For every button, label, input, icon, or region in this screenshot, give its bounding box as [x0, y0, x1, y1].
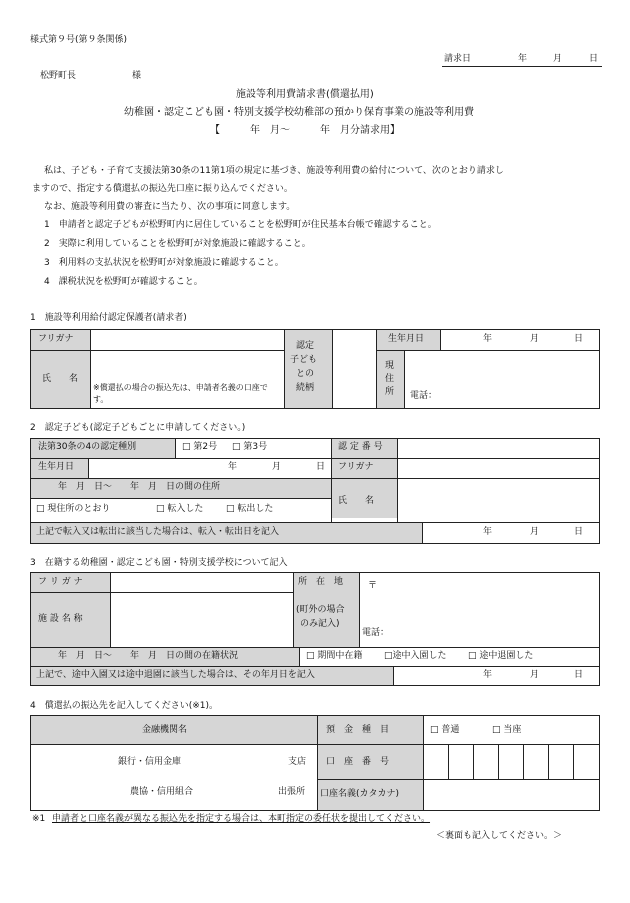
mayor-label: 松野町長	[40, 71, 77, 81]
s1-relation-label-3: との	[296, 369, 315, 379]
s1-name-field[interactable]	[91, 351, 283, 379]
s1-relation-field[interactable]	[333, 330, 375, 408]
s3-phone-label: 電話：	[362, 628, 390, 638]
intro-paragraph-1b: ますので、指定する償還払の振込先口座に振り込んでください。	[32, 184, 293, 194]
s2-moved-out-checkbox[interactable]: □ 転出した	[226, 504, 274, 514]
section-1-heading: 1 施設等利用給付認定保護者(請求者)	[30, 313, 187, 323]
s4-account-no-field[interactable]	[424, 745, 599, 778]
s4-bank-name-label: 金融機関名	[142, 725, 188, 735]
s3-enroll-month: 月	[530, 670, 540, 680]
request-date-year: 年	[518, 54, 528, 64]
s3-enroll-label: 年 月 日〜 年 月 日の間の在籍状況	[58, 651, 239, 661]
s1-address-field[interactable]	[405, 351, 599, 381]
s3-facility-name-label: 施 設 名 称	[38, 614, 83, 624]
form-period: 【 年 月〜 年 月分請求用】	[210, 125, 400, 136]
s2-type2-checkbox[interactable]: □ 第2号	[182, 442, 218, 452]
s1-phone-label: 電話：	[410, 391, 438, 401]
s1-birth-label: 生年月日	[388, 334, 425, 344]
s1-address-label-3: 所	[385, 387, 395, 397]
s2-move-month: 月	[530, 527, 540, 537]
consent-item-4: 4 課税状況を松野町が確認すること。	[44, 277, 203, 287]
s2-move-note: 上記で転入又は転出に該当した場合は、転入・転出日を記入	[36, 527, 280, 537]
s2-birth-month: 月	[272, 462, 282, 472]
s4-holder-label: 口座名義(カタカナ)	[320, 789, 400, 799]
request-date-month: 月	[553, 54, 563, 64]
s3-furigana-field[interactable]	[111, 573, 292, 591]
footer-note-mark: ※1	[32, 814, 46, 824]
s2-move-day: 日	[574, 527, 584, 537]
s3-location-field[interactable]	[360, 573, 599, 623]
request-date-underline	[442, 66, 602, 67]
s4-branch-label: 支店	[288, 757, 307, 767]
section-3-heading: 3 在籍する幼稚園・認定こども園・特別支援学校について記入	[30, 558, 288, 568]
s2-type-label: 法第30条の4の認定種別	[38, 442, 137, 452]
s2-current-address-checkbox[interactable]: □ 現住所のとおり	[36, 504, 111, 514]
s2-birth-year: 年	[228, 462, 238, 472]
s2-move-year: 年	[483, 527, 493, 537]
s3-outside-note-1: (町外の場合	[296, 605, 345, 615]
s2-moved-in-checkbox[interactable]: □ 転入した	[156, 504, 204, 514]
s3-outside-note-2: のみ記入)	[300, 619, 340, 629]
s3-enroll-note: 上記で、途中入園又は途中退園に該当した場合は、その年月日を記入	[36, 670, 315, 680]
s1-address-label-2: 住	[385, 374, 395, 384]
s1-relation-label-1: 認定	[296, 341, 315, 351]
section-4-heading: 4 償還払の振込先を記入してください(※1)。	[30, 701, 219, 711]
s3-postal-mark: 〒	[368, 581, 378, 591]
intro-paragraph-2: なお、施設等利用費の審査に当たり、次の事項に同意します。	[44, 202, 296, 212]
form-title: 施設等利用費請求書(償還払用)	[236, 89, 374, 100]
s2-name-field[interactable]	[398, 479, 599, 521]
s3-furigana-label: フ リ ガ ナ	[38, 577, 83, 587]
s2-period-address-label: 年 月 日〜 年 月 日の間の住所	[58, 482, 221, 492]
consent-item-1: 1 申請者と認定子どもが松野町内に居住していることを松野町が住民基本台帳で確認すること。	[44, 220, 437, 230]
s3-enroll-year: 年	[483, 670, 493, 680]
s1-address-label-1: 現	[385, 361, 395, 371]
s4-bank-type-label: 銀行・信用金庫	[118, 757, 182, 767]
s2-type3-checkbox[interactable]: □ 第3号	[232, 442, 268, 452]
s3-location-label: 所 在 地	[298, 577, 344, 587]
s4-deposit-type-label: 預 金 種 目	[326, 725, 390, 735]
s1-relation-label-4: 続柄	[296, 383, 315, 393]
s1-birth-year: 年	[483, 334, 493, 344]
s4-agri-type-label: 農協・信用組合	[130, 787, 194, 797]
footer-note: 申請者と口座名義が異なる振込先を指定する場合は、本町指定の委任状を提出してください。	[52, 814, 431, 824]
request-date-day: 日	[589, 54, 599, 64]
s4-ordinary-checkbox[interactable]: □ 普通	[430, 725, 460, 735]
s1-furigana-label: フリガナ	[38, 334, 74, 344]
s1-account-note: ※償還払の場合の振込先は、申請者名義の口座です。	[93, 383, 268, 404]
s2-name-label: 氏 名	[338, 496, 375, 506]
s3-withdrew-checkbox[interactable]: □ 途中退園した	[468, 651, 534, 661]
mayor-honorific: 様	[132, 71, 142, 81]
s2-furigana-field[interactable]	[398, 459, 599, 477]
s4-bank-name-field[interactable]	[32, 746, 116, 806]
form-number: 様式第９号(第９条関係)	[30, 35, 128, 45]
s4-office-label: 出張所	[278, 787, 306, 797]
section-2-heading: 2 認定子ども(認定子どもごとに申請してください。)	[30, 423, 246, 433]
back-side-note: ＜裏面も記入してください。＞	[436, 831, 563, 841]
s1-furigana-field[interactable]	[91, 331, 283, 349]
s3-enroll-day: 日	[574, 670, 584, 680]
s3-enrolled-checkbox[interactable]: □ 期間中在籍	[306, 651, 363, 661]
s1-birth-day: 日	[574, 334, 584, 344]
s4-current-checkbox[interactable]: □ 当座	[492, 725, 522, 735]
s2-cert-no-label: 認 定 番 号	[338, 442, 383, 452]
s4-holder-field[interactable]	[424, 780, 599, 810]
s2-furigana-label: フリガナ	[338, 462, 374, 472]
s2-birth-label: 生年月日	[38, 462, 75, 472]
s4-account-no-label: 口 座 番 号	[326, 757, 390, 767]
s2-cert-no-field[interactable]	[398, 439, 599, 457]
consent-item-2: 2 実際に利用していることを松野町が対象施設に確認すること。	[44, 239, 311, 249]
s2-birth-day: 日	[316, 462, 326, 472]
consent-item-3: 3 利用料の支払状況を松野町が対象施設に確認すること。	[44, 258, 284, 268]
s1-name-label: 氏 名	[42, 374, 79, 384]
request-date-label: 請求日	[444, 54, 472, 64]
intro-paragraph-1a: 私は、子ども・子育て支援法第30条の11第1項の規定に基づき、施設等利用費の給付について、次のとおり請求し	[44, 166, 504, 176]
s3-facility-name-field[interactable]	[111, 593, 292, 646]
s3-entered-checkbox[interactable]: □途中入園した	[384, 651, 447, 661]
s1-relation-label-2: 子ども	[290, 355, 318, 365]
s1-birth-month: 月	[530, 334, 540, 344]
form-subtitle: 幼稚園・認定こども園・特別支援学校幼稚部の預かり保育事業の施設等利用費	[124, 107, 474, 118]
